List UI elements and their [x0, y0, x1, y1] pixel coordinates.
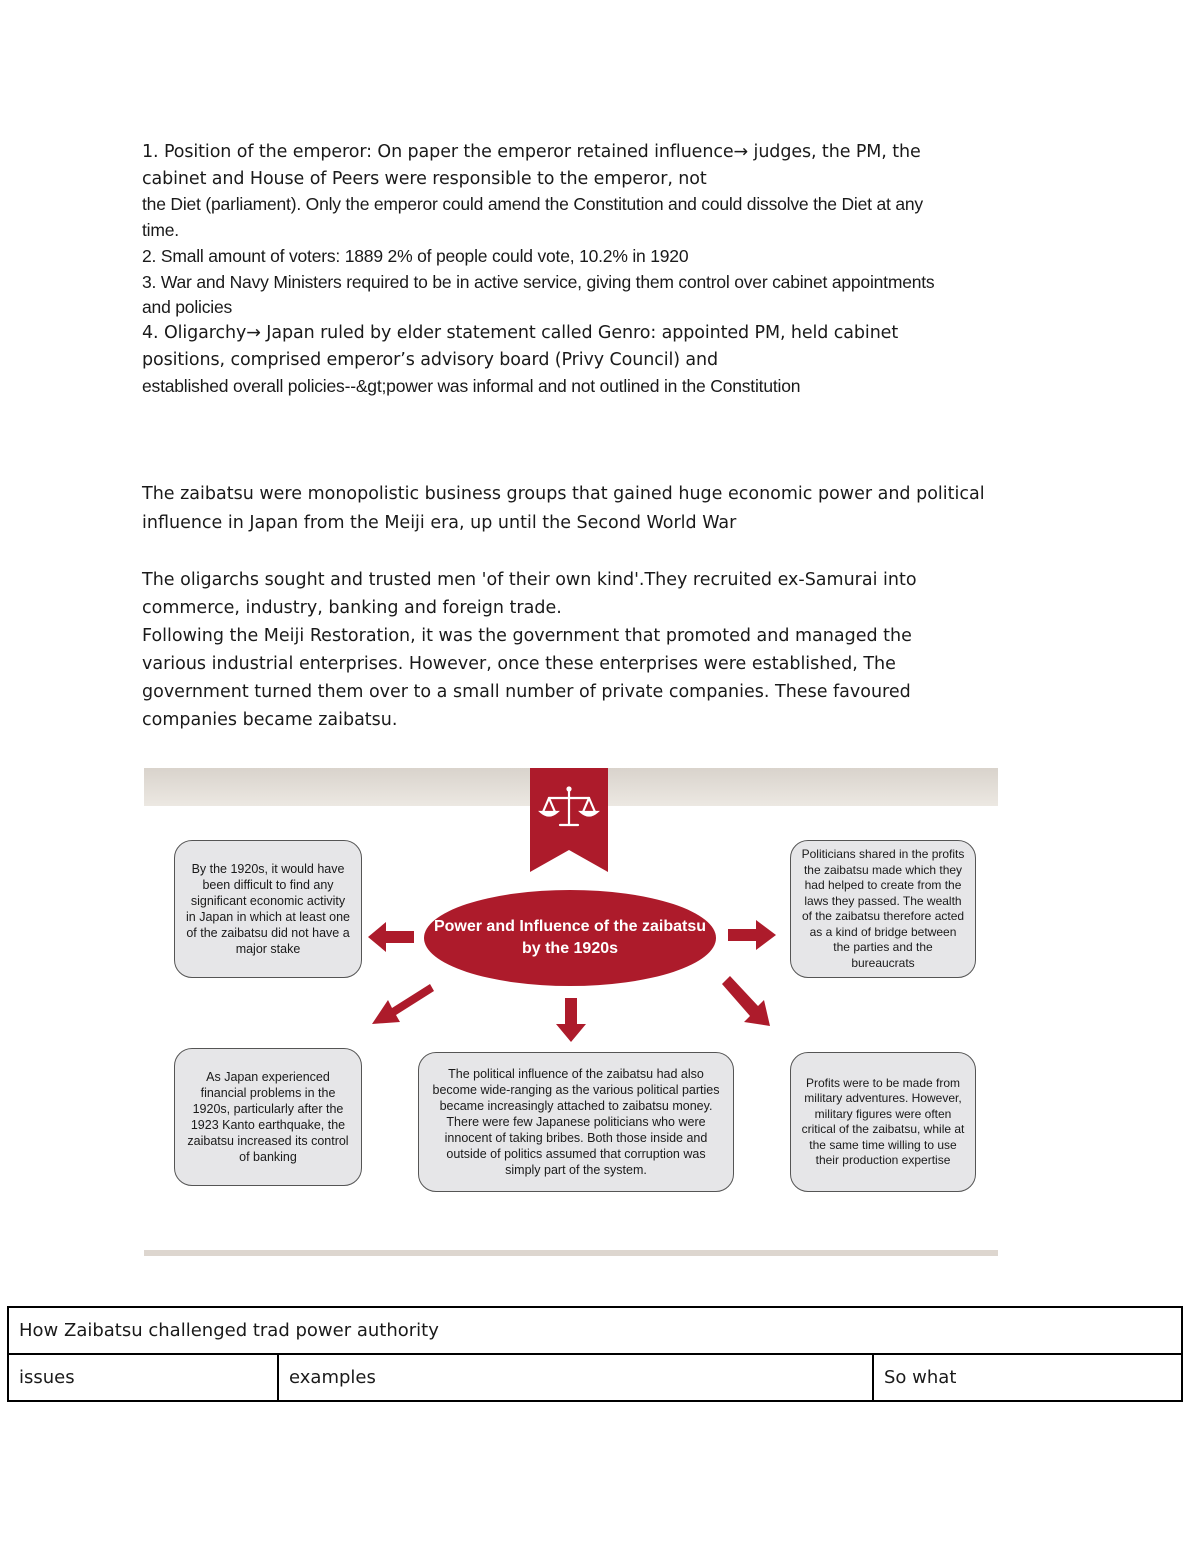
arrow-left-icon — [366, 920, 416, 954]
paragraph-line: Following the Meiji Restoration, it was the government that promoted and managed the — [142, 626, 912, 646]
arrow-right-icon — [726, 918, 778, 952]
box-political-influence: The political influence of the zaibatsu had also become wide-ranging as the various political parties became increasingly attached to zaibatsu money. There were few Japanese politicians who were innocent of taking bribes. Both those inside and outside of politics assumed that corruption was simply part of the system. — [418, 1052, 734, 1192]
paragraph-line: government turned them over to a small number of private companies. These favoured — [142, 682, 911, 702]
notes-line: time. — [142, 220, 179, 240]
scales-of-justice-icon — [530, 768, 608, 873]
notes-block — [142, 139, 1072, 400]
notes-line: 1. Position of the emperor: On paper the emperor retained influence→ judges, the PM, the — [142, 142, 921, 162]
table-header-issues[interactable]: issues — [8, 1354, 278, 1401]
table-title[interactable]: How Zaibatsu challenged trad power authority — [8, 1307, 1182, 1354]
center-topic: Power and Influence of the zaibatsu by the 1920s — [424, 890, 716, 986]
arrow-down-right-icon — [718, 972, 774, 1028]
notes-line: 4. Oligarchy→ Japan ruled by elder statement called Genro: appointed PM, held cabinet — [142, 323, 899, 343]
box-military-profits: Profits were to be made from military adventures. However, military figures were often critical of the zaibatsu, while at the same time willing to use their production expertise — [790, 1052, 976, 1192]
zaibatsu-definition — [142, 480, 1072, 538]
arrow-down-left-icon — [368, 972, 434, 1028]
paragraph-line: companies became zaibatsu. — [142, 710, 398, 730]
paragraph-line: various industrial enterprises. However, once these enterprises were established, The — [142, 654, 896, 674]
paragraph-line: commerce, industry, banking and foreign trade. — [142, 598, 562, 618]
notes-line: established overall policies--&gt;power was informal and not outlined in the Constitution — [142, 376, 801, 396]
zaibatsu-infographic — [144, 768, 998, 1256]
notes-line: 3. War and Navy Ministers required to be in active service, giving them control over cabinet appointments — [142, 272, 935, 292]
box-politicians-profits: Politicians shared in the profits the zaibatsu made which they had helped to create from the laws they passed. The wealth of the zaibatsu therefore acted as a kind of bridge between the parties and the bureaucrats — [790, 840, 976, 978]
notes-line: the Diet (parliament). Only the emperor could amend the Constitution and could dissolve the Diet at any — [142, 194, 923, 214]
notes-line: cabinet and House of Peers were responsible to the emperor, not — [142, 169, 707, 189]
notes-line: and policies — [142, 297, 233, 317]
table-header-examples[interactable]: examples — [278, 1354, 873, 1401]
table-header-so-what[interactable]: So what — [873, 1354, 1182, 1401]
infographic-footer-band — [144, 1250, 998, 1256]
paragraph-line: influence in Japan from the Meiji era, up until the Second World War — [142, 513, 737, 533]
notes-line: 2. Small amount of voters: 1889 2% of people could vote, 10.2% in 1920 — [142, 246, 689, 266]
arrow-down-icon — [554, 996, 588, 1044]
box-economic-activity: By the 1920s, it would have been difficult to find any significant economic activity in Japan in which at least one of the zaibatsu did not have a major stake — [174, 840, 362, 978]
paragraph-line: The oligarchs sought and trusted men 'of their own kind'.They recruited ex-Samurai into — [142, 570, 917, 590]
paragraph-line: The zaibatsu were monopolistic business groups that gained huge economic power and political — [142, 484, 985, 504]
zaibatsu-table — [7, 1306, 1183, 1402]
box-banking-control: As Japan experienced financial problems in the 1920s, particularly after the 1923 Kanto earthquake, the zaibatsu increased its control of banking — [174, 1048, 362, 1186]
oligarchs-paragraph — [142, 566, 1072, 734]
notes-line: positions, comprised emperor’s advisory board (Privy Council) and — [142, 350, 719, 370]
